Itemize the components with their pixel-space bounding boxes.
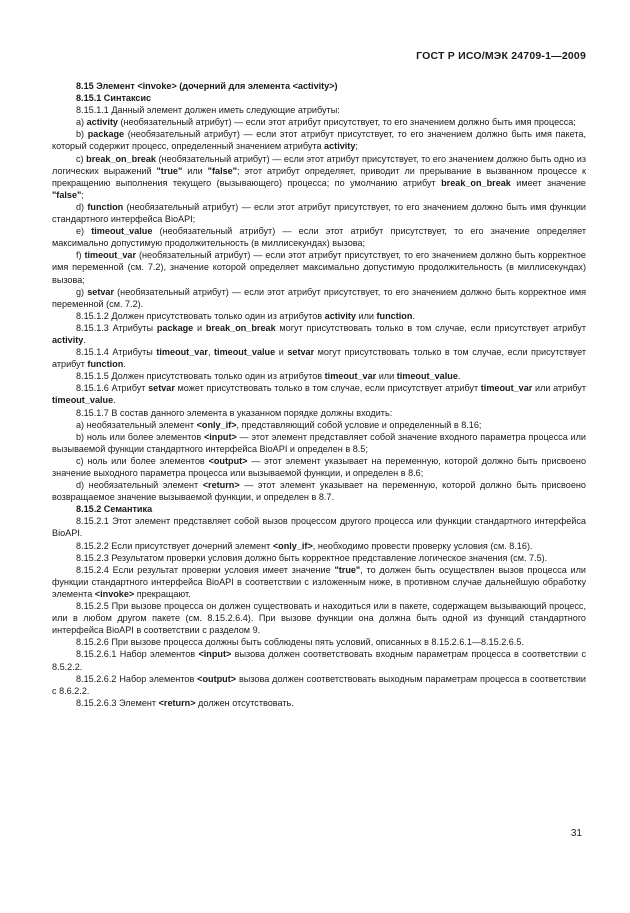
child-return-item: d) необязательный элемент <return> — этот элемент указывает на переменную, которой должно быть присвоено возвращаемое значение вызываемой функции, и определен в 8.7.	[52, 480, 586, 503]
attr-activity-item: a) activity (необязательный атрибут) — если этот атрибут присутствует, то его значением должно быть имя процесса;	[76, 117, 576, 128]
section-8-15-2-title: 8.15.2 Семантика	[76, 504, 153, 515]
paragraph-8-15-1-6: 8.15.1.6 Атрибут setvar может присутствовать только в том случае, если присутствует атрибут timeout_var или атрибут timeout_value.	[52, 383, 586, 406]
paragraph-8-15-1-3: 8.15.1.3 Атрибуты package и break_on_break могут присутствовать только в том случае, если присутствует атрибут activity.	[52, 322, 586, 345]
attr-break-on-break-item: c) break_on_break (необязательный атрибут) — если этот атрибут присутствует, то его значением должно быть одно из логических выражений "true" или "false"; этот атрибут определяет, приводит ли прерывание в вызванном процессе к прекращению выполнения текущего (вызывающего) процесса; по умолчанию атрибут break_on_break имеет значение "false";	[52, 153, 586, 200]
paragraph-8-15-2-6-3: 8.15.2.6.3 Элемент <return> должен отсутствовать.	[76, 697, 294, 708]
paragraph-8-15-1-4: 8.15.1.4 Атрибуты timeout_var, timeout_value и setvar могут присутствовать только в том случае, если присутствует атрибут function.	[52, 347, 586, 370]
paragraph-8-15-2-4: 8.15.2.4 Если результат проверки условия имеет значение "true", то должен быть осуществлен вызов процесса или функции стандартного интерфейса BioAPI в соответствии с изложенным ниже, в противном случае дальнейшую обработку элемента <invoke> прекращают.	[52, 564, 586, 599]
attr-package-item: b) package (необязательный атрибут) — если этот атрибут присутствует, то его значением должно быть имя пакета, который содержит процесс, определенный значением атрибута activity;	[52, 129, 586, 152]
paragraph-8-15-2-6: 8.15.2.6 При вызове процесса должны быть соблюдены пять условий, описанных в 8.15.2.6.1—8.15.2.6.5.	[76, 637, 524, 648]
section-8-15-1-title: 8.15.1 Синтаксис	[76, 93, 152, 104]
document-header: ГОСТ Р ИСО/МЭК 24709-1—2009	[416, 50, 586, 62]
attr-timeout-value-item: e) timeout_value (необязательный атрибут) — если этот атрибут присутствует, то его значение определяет максимально допустимую продолжительность (в миллисекундах) вызова;	[52, 226, 586, 249]
paragraph-8-15-1-7: 8.15.1.7 В состав данного элемента в указанном порядке должны входить:	[76, 407, 393, 418]
paragraph-8-15-2-3: 8.15.2.3 Результатом проверки условия должно быть корректное представление логическое значения (см. 7.5).	[76, 552, 548, 563]
paragraph-8-15-1-1: 8.15.1.1 Данный элемент должен иметь следующие атрибуты:	[76, 105, 340, 116]
child-input-item: b) ноль или более элементов <input> — этот элемент представляет собой значение входного параметра процесса или вызываемой функции стандартного интерфейса BioAPI и определен в 8.5;	[52, 431, 586, 454]
section-8-15-title: 8.15 Элемент <invoke> (дочерний для элемента <activity>)	[76, 81, 338, 91]
paragraph-8-15-2-1: 8.15.2.1 Этот элемент представляет собой вызов процессом другого процесса или функции стандартного интерфейса BioAPI.	[52, 516, 586, 539]
child-output-item: c) ноль или более элементов <output> — этот элемент указывает на переменную, которой должно быть присвоено значение выходного параметра процесса или вызываемой функции, и определен в 8.6;	[52, 455, 586, 478]
child-only-if-item: a) необязательный элемент <only_if>, представляющий собой условие и определенный в 8.16;	[76, 419, 482, 430]
paragraph-8-15-2-6-1: 8.15.2.6.1 Набор элементов <input> вызова должен соответствовать входным параметрам процесса в соответствии с 8.5.2.2.	[52, 649, 586, 672]
paragraph-8-15-1-5: 8.15.1.5 Должен присутствовать только один из атрибутов timeout_var или timeout_value.	[76, 371, 461, 382]
paragraph-8-15-2-5: 8.15.2.5 При вызове процесса он должен существовать и находиться или в пакете, содержащем вызывающий процесс, или в любом другом пакете (см. 8.15.2.6.4). При вызове функции она должна быть одной из функций стандартного интерфейса BioAPI в соответствии с разделом 9.	[52, 601, 586, 636]
document-body	[52, 80, 586, 709]
page-number: 31	[570, 828, 582, 839]
paragraph-8-15-2-2: 8.15.2.2 Если присутствует дочерний элемент <only_if>, необходимо провести проверку условия (см. 8.16).	[76, 540, 533, 551]
attr-timeout-var-item: f) timeout_var (необязательный атрибут) — если этот атрибут присутствует, то его значением должно быть корректное имя переменной (см. 7.2), значение которой определяет максимально допустимую продолжительность (в миллисекундах) вызова;	[52, 250, 586, 285]
paragraph-8-15-1-2: 8.15.1.2 Должен присутствовать только один из атрибутов activity или function.	[76, 310, 415, 321]
attr-setvar-item: g) setvar (необязательный атрибут) — если этот атрибут присутствует, то его значением должно быть корректное имя переменной (см. 7.2).	[52, 286, 586, 309]
paragraph-8-15-2-6-2: 8.15.2.6.2 Набор элементов <output> вызова должен соответствовать выходным параметрам процесса в соответствии с 8.6.2.2.	[52, 673, 586, 696]
attr-function-item: d) function (необязательный атрибут) — если этот атрибут присутствует, то его значением должно быть имя функции стандартного интерфейса BioAPI;	[52, 201, 586, 225]
